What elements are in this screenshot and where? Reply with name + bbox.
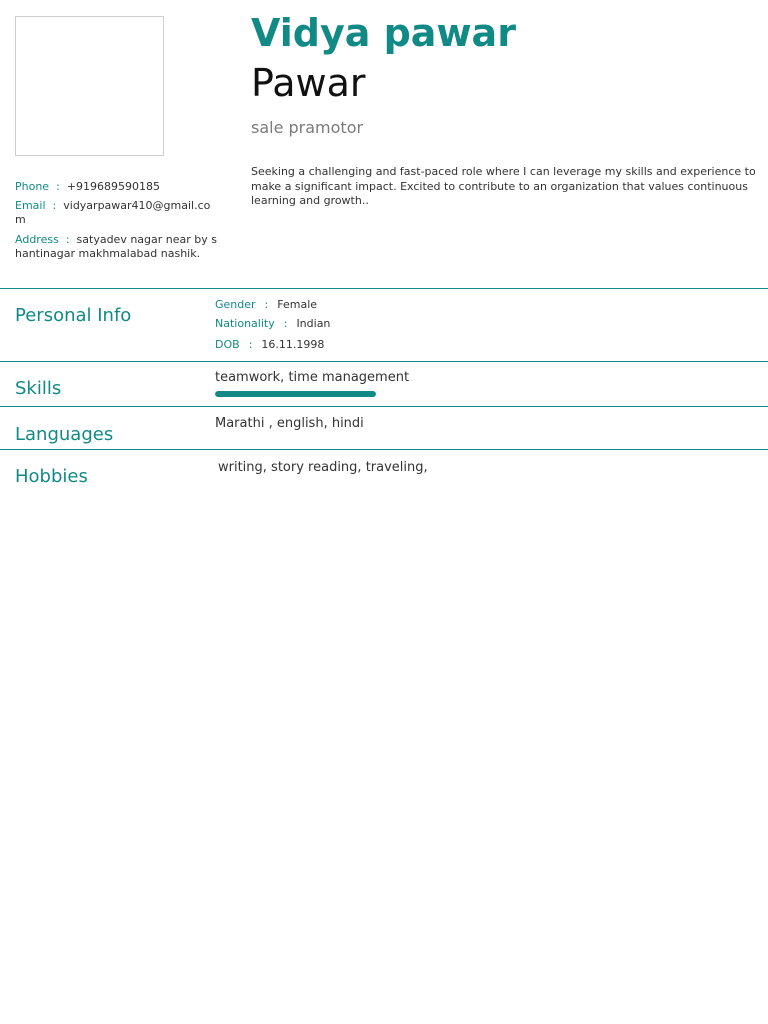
address-label: Address xyxy=(15,233,59,246)
contact-address xyxy=(15,233,220,261)
languages-title: Languages xyxy=(15,424,114,445)
nationality-label: Nationality xyxy=(215,317,275,330)
languages-value: Marathi , english, hindi xyxy=(215,416,364,431)
separator: : xyxy=(52,199,57,212)
separator: : xyxy=(248,338,253,351)
phone-label: Phone xyxy=(15,180,50,193)
dob-value: 16.11.1998 xyxy=(261,338,325,351)
section-divider xyxy=(0,288,768,289)
dob-row xyxy=(215,338,324,351)
address-value: satyadev nagar near by shantinagar makhmalabad nashik. xyxy=(15,233,217,260)
separator: : xyxy=(264,298,269,311)
separator: : xyxy=(65,233,70,246)
contact-phone xyxy=(15,180,220,194)
separator: : xyxy=(283,317,288,330)
dob-label: DOB xyxy=(215,338,240,351)
personal-info-title: Personal Info xyxy=(15,305,132,326)
last-name: Pawar xyxy=(251,61,366,105)
section-divider xyxy=(0,406,768,407)
contact-email xyxy=(15,199,220,227)
phone-value: +919689590185 xyxy=(66,180,160,193)
career-objective: Seeking a challenging and fast-paced role where I can leverage my skills and experience to make a significant impact. Excited to contribute to an organization that values continuous learning and growth.. xyxy=(251,165,756,207)
skills-title: Skills xyxy=(15,378,62,399)
gender-row xyxy=(215,298,317,311)
skills-value: teamwork, time management xyxy=(215,370,410,385)
nationality-row xyxy=(215,317,330,330)
email-value: vidyarpawar410@gmail.com xyxy=(15,199,211,226)
job-title: sale pramotor xyxy=(251,118,364,137)
section-divider xyxy=(0,361,768,362)
full-name: Vidya pawar xyxy=(251,11,516,55)
profile-photo xyxy=(15,16,164,156)
section-divider xyxy=(0,449,768,450)
gender-value: Female xyxy=(277,298,318,311)
gender-label: Gender xyxy=(215,298,256,311)
skill-level-bar xyxy=(215,391,376,397)
hobbies-title: Hobbies xyxy=(15,466,88,487)
skill-level-fill xyxy=(215,391,376,397)
nationality-value: Indian xyxy=(296,317,331,330)
separator: : xyxy=(56,180,60,193)
email-label: Email xyxy=(15,199,46,212)
hobbies-value: writing, story reading, traveling, xyxy=(218,460,428,475)
